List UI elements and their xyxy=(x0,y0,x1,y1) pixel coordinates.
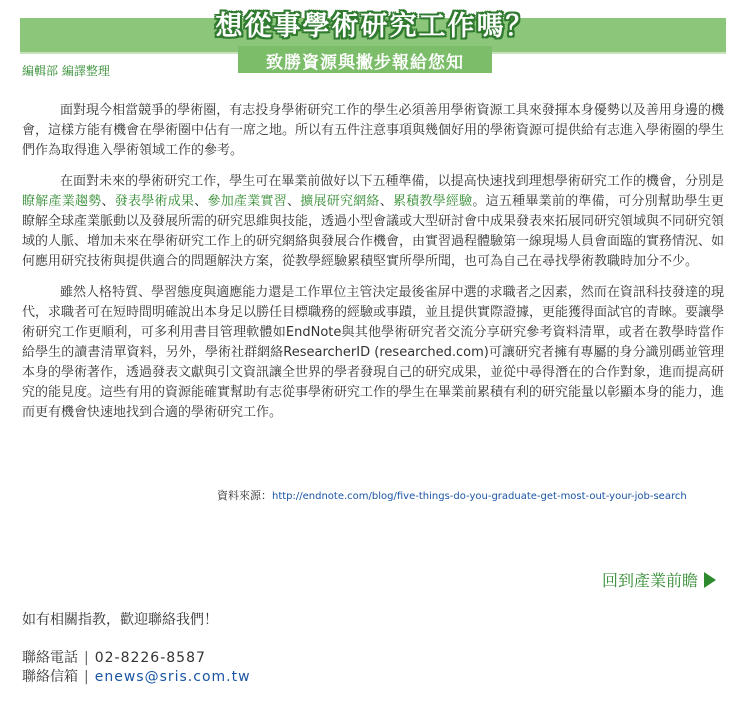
contact-intro: 如有相關指教，歡迎聯絡我們！ xyxy=(22,612,218,628)
list-separator: 、 xyxy=(101,194,115,209)
phone-number: 02-8226-8587 xyxy=(94,650,206,666)
paragraph-2-intro: 在面對未來的學術研究工作，學生可在畢業前做好以下五種準備，以提高快速找到理想學術研究工作的機會，分別是 xyxy=(60,174,724,189)
contact-email-row xyxy=(22,666,251,686)
page-subtitle: 致勝資源與撇步報給您知 xyxy=(266,53,464,73)
list-separator: 、 xyxy=(286,194,301,209)
article-body xyxy=(22,101,724,434)
highlight-item: 瞭解產業趨勢 xyxy=(22,194,102,209)
highlight-item: 發表學術成果 xyxy=(114,194,195,209)
email-label: 聯絡信箱 xyxy=(22,669,78,685)
paragraph-3: 雖然人格特質、學習態度與適應能力還是工作單位主管決定最後雀屏中選的求職者之因素，然而在資訊科技發達的現代，求職者可在短時間明確說出本身足以勝任目標職務的經驗或事蹟，並且提供實際證據，更能獲得面試官的青睞。要讓學術研究工作更順利，可多利用書目管理軟體如EndNote與其他學術研究者交流分享研究參考資料清單，或者在教學時當作給學生的讀書清單資料，另外，學術社群網絡ResearcherID (researched.com)可讓研究者擁有專屬的身分識別碼並管理本身的學術著作，透過發表文獻與引文資訊讓全世界的學者發現自己的研究成果，並從中尋得潛在的合作對象，進而提高研究的能見度。這些有用的資源能確實幫助有志從事學術研究工作的學生在畢業前累積有利的研究能量以彰顯本身的能力，進而更有機會快速地找到合適的學術研究工作。 xyxy=(22,285,725,420)
play-arrow-icon xyxy=(704,572,716,588)
highlight-item: 參加產業實習 xyxy=(207,194,287,209)
paragraph-2-rest: 這五種畢業前的準備，可分別幫助學生更瞭解全球產業脈動以及發展所需的研究思維與技能，透過小型會議或大型研討會中成果發表來拓展同研究領域與不同研究領域的人脈、增加未來在學術研究工作上的研究網絡與發展合作機會，由實習過程體驗第一線現場人員會面臨的實務情況、如何應用研究技術與提供適合的問題解決方案，從教學經驗累積堅實所學所聞，也可為自己在尋找學術教職時加分不少。 xyxy=(22,194,725,269)
highlight-item: 擴展研究網絡 xyxy=(300,194,380,209)
contact-phone-row xyxy=(22,647,206,667)
list-separator: 、 xyxy=(194,194,208,209)
source-link[interactable]: http://endnote.com/blog/five-things-do-you-graduate-get-most-out-your-job-search xyxy=(272,491,687,502)
source-line xyxy=(217,487,687,503)
highlight-item: 累積教學經驗 xyxy=(392,194,473,209)
email-link[interactable]: enews@sris.com.tw xyxy=(94,669,251,685)
paragraph-1: 面對現今相當競爭的學術圈，有志投身學術研究工作的學生必須善用學術資源工具來發揮本身優勢以及善用身邊的機會，這樣方能有機會在學術圈中佔有一席之地。所以有五件注意事項與幾個好用的學術資源可提供給有志進入學術圈的學生們作為取得進入學術領域工作的參考。 xyxy=(22,103,725,158)
list-end: 。 xyxy=(472,194,486,209)
department-credit: 編輯部 編譯整理 xyxy=(22,64,110,78)
paragraph-2 xyxy=(22,172,724,272)
back-to-industry-link[interactable] xyxy=(602,568,716,591)
phone-label: 聯絡電話 xyxy=(22,650,78,666)
separator: | xyxy=(84,650,89,666)
back-label: 回到產業前瞻 xyxy=(601,571,698,590)
list-separator: 、 xyxy=(379,194,393,209)
page-title: 想從事學術研究工作嗎？ xyxy=(215,11,535,42)
separator: | xyxy=(84,669,89,685)
source-label: 資料來源： xyxy=(217,489,272,502)
